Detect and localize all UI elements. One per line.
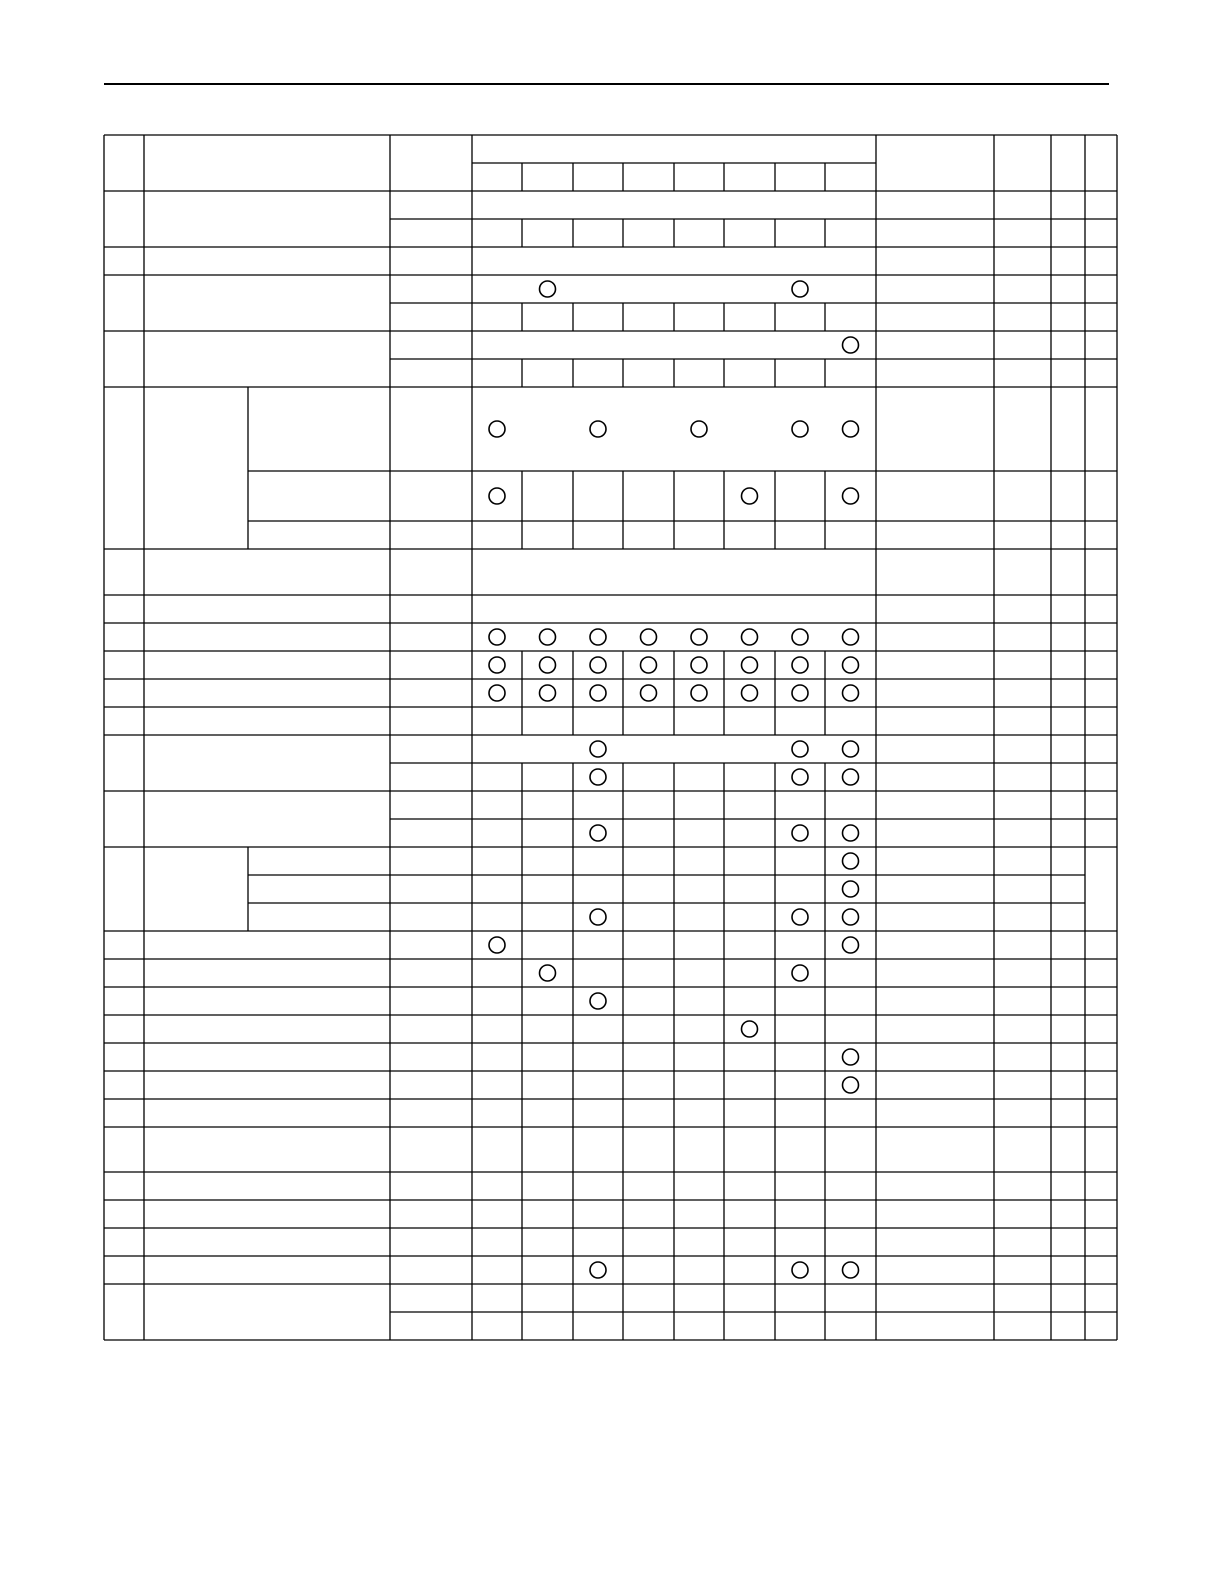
circle-mark [843,421,859,437]
circle-mark [489,657,505,673]
circle-mark [641,629,657,645]
circle-mark [843,629,859,645]
circle-mark [843,853,859,869]
circle-mark [843,685,859,701]
circle-mark [792,657,808,673]
circle-mark [792,281,808,297]
circle-mark [691,629,707,645]
circle-mark [590,629,606,645]
circle-mark [792,741,808,757]
circle-mark [691,421,707,437]
circle-mark [590,741,606,757]
circle-mark [792,965,808,981]
circle-mark [843,1262,859,1278]
circle-mark [590,421,606,437]
circle-mark [742,488,758,504]
table-lines [104,135,1117,1340]
circle-mark [843,937,859,953]
circle-mark [742,685,758,701]
circle-mark [843,769,859,785]
circle-mark [843,881,859,897]
circle-mark [590,993,606,1009]
circle-mark [792,629,808,645]
circle-mark [590,909,606,925]
circle-mark [641,685,657,701]
circle-mark [792,825,808,841]
circle-mark [742,1021,758,1037]
circle-mark [540,281,556,297]
circle-mark [590,1262,606,1278]
circle-mark [540,685,556,701]
circle-mark [540,629,556,645]
circle-mark [691,657,707,673]
circle-mark [843,1077,859,1093]
circle-mark [489,421,505,437]
circle-mark [843,488,859,504]
circle-mark [843,657,859,673]
circle-mark [641,657,657,673]
circle-mark [540,965,556,981]
circle-mark [489,488,505,504]
circle-mark [742,629,758,645]
circle-mark [843,1049,859,1065]
circle-mark [843,909,859,925]
circle-mark [540,657,556,673]
circle-mark [792,421,808,437]
circle-mark [590,769,606,785]
circle-mark [489,937,505,953]
circle-mark [843,337,859,353]
circle-mark [792,1262,808,1278]
circle-mark [489,629,505,645]
circle-mark [843,741,859,757]
circle-mark [792,685,808,701]
circle-mark [590,657,606,673]
circle-mark [590,825,606,841]
circle-mark [590,685,606,701]
circle-mark [489,685,505,701]
circle-mark [742,657,758,673]
circle-mark [792,909,808,925]
circle-mark [843,825,859,841]
circle-mark [792,769,808,785]
circle-mark [691,685,707,701]
